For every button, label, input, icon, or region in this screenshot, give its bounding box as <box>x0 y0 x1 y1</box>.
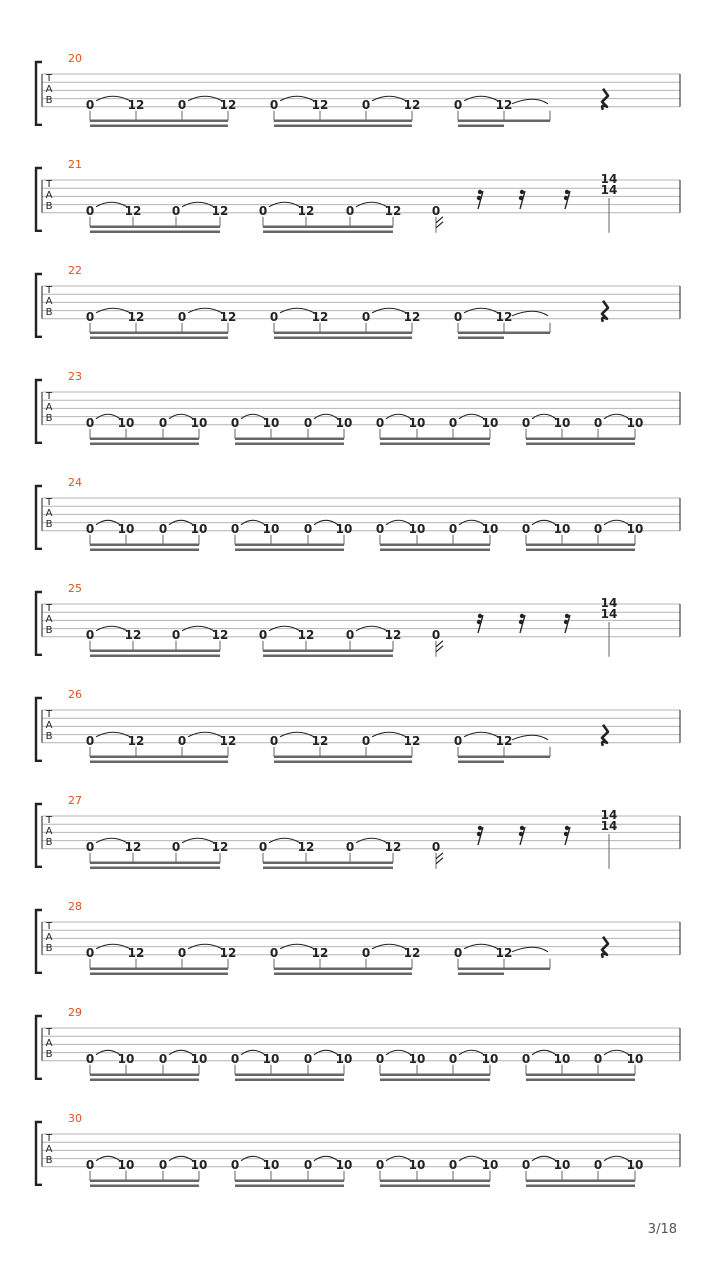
tab-clef-letter: B <box>45 519 53 530</box>
fret-number: 0 <box>177 309 187 324</box>
sixteenth-rest-flag-1 <box>478 826 482 830</box>
fret-number: 12 <box>219 733 237 748</box>
tab-clef-letter: T <box>45 1133 53 1144</box>
fret-number: 12 <box>384 839 402 854</box>
fret-number: 0 <box>593 1157 603 1172</box>
fret-number: 10 <box>335 1157 353 1172</box>
fret-number: 0 <box>177 733 187 748</box>
fret-number: 0 <box>85 203 95 218</box>
fret-number: 10 <box>117 521 135 536</box>
fret-number: 12 <box>127 945 145 960</box>
measure-number: 27 <box>68 794 82 807</box>
fret-number: 12 <box>403 945 421 960</box>
fret-number: 0 <box>85 945 95 960</box>
fret-number: 12 <box>311 945 329 960</box>
sixteenth-rest-flag-2 <box>564 620 568 624</box>
system-bracket <box>36 380 42 443</box>
fret-number: 10 <box>262 1051 280 1066</box>
fret-number: 0 <box>303 521 313 536</box>
sixteenth-rest-flag-2 <box>564 196 568 200</box>
fret-number: 10 <box>408 1051 426 1066</box>
fret-number: 12 <box>311 97 329 112</box>
sixteenth-rest-flag-2 <box>564 832 568 836</box>
fret-number: 10 <box>626 1157 644 1172</box>
measure-number: 20 <box>68 52 82 65</box>
tab-clef-letter: T <box>45 709 53 720</box>
fret-number: 0 <box>361 945 371 960</box>
tab-clef-letter: A <box>45 1144 53 1155</box>
fret-number: 0 <box>593 521 603 536</box>
tie <box>512 99 548 104</box>
tab-clef-letter: T <box>45 179 53 190</box>
system-bracket <box>36 274 42 337</box>
measure-number: 26 <box>68 688 82 701</box>
fret-number: 0 <box>269 733 279 748</box>
fret-number: 0 <box>85 733 95 748</box>
tab-clef-letter: T <box>45 285 53 296</box>
fret-number: 0 <box>303 415 313 430</box>
fret-number: 0 <box>230 521 240 536</box>
fret-number: 10 <box>408 521 426 536</box>
fret-number: 10 <box>481 415 499 430</box>
tab-clef-letter: A <box>45 720 53 731</box>
fret-number: 0 <box>593 1051 603 1066</box>
sixteenth-rest-flag-2 <box>519 832 523 836</box>
fret-number: 0 <box>230 415 240 430</box>
fret-number: 0 <box>85 627 95 642</box>
system-bracket <box>36 592 42 655</box>
fret-number: 0 <box>230 1051 240 1066</box>
fret-number: 0 <box>158 1157 168 1172</box>
quarter-rest <box>602 89 608 110</box>
fret-number: 10 <box>553 521 571 536</box>
fret-number: 12 <box>211 627 229 642</box>
sixteenth-rest-flag-1 <box>520 190 524 194</box>
fret-number: 12 <box>127 97 145 112</box>
fret-number: 0 <box>158 415 168 430</box>
fret-number: 0 <box>375 521 385 536</box>
fret-number: 0 <box>85 521 95 536</box>
sixteenth-rest-flag-1 <box>478 614 482 618</box>
tab-clef-letter: A <box>45 508 53 519</box>
sixteenth-rest-flag-2 <box>519 620 523 624</box>
fret-number: 10 <box>262 415 280 430</box>
page-number: 3/18 <box>647 1222 677 1237</box>
quarter-rest <box>602 937 608 958</box>
tab-clef-letter: B <box>45 201 53 212</box>
fret-number: 12 <box>311 733 329 748</box>
fret-number: 0 <box>171 839 181 854</box>
fret-number: 0 <box>269 945 279 960</box>
tie <box>512 735 548 740</box>
fret-number: 0 <box>448 415 458 430</box>
fret-number: 10 <box>335 1051 353 1066</box>
fret-number: 0 <box>85 1051 95 1066</box>
fret-number: 0 <box>361 309 371 324</box>
fret-number: 12 <box>403 733 421 748</box>
note-flag <box>436 853 443 864</box>
sixteenth-rest-flag-1 <box>520 614 524 618</box>
system-bracket <box>36 62 42 125</box>
fret-number: 0 <box>448 1157 458 1172</box>
fret-number: 0 <box>269 97 279 112</box>
fret-number: 0 <box>521 1051 531 1066</box>
fret-number: 10 <box>481 1051 499 1066</box>
fret-number: 0 <box>177 97 187 112</box>
fret-number: 10 <box>626 521 644 536</box>
system-bracket <box>36 486 42 549</box>
fret-number: 12 <box>127 309 145 324</box>
quarter-rest <box>602 301 608 322</box>
tab-clef-letter: T <box>45 815 53 826</box>
fret-number: 10 <box>626 1051 644 1066</box>
tab-clef-letter: B <box>45 625 53 636</box>
chord-fret-number: 14 <box>600 183 618 197</box>
tab-clef-letter: A <box>45 402 53 413</box>
fret-number: 12 <box>127 733 145 748</box>
sixteenth-rest-flag-1 <box>478 190 482 194</box>
fret-number: 0 <box>521 415 531 430</box>
fret-number: 0 <box>258 627 268 642</box>
fret-number: 10 <box>262 521 280 536</box>
fret-number: 10 <box>117 1051 135 1066</box>
measure-number: 25 <box>68 582 82 595</box>
system-bracket <box>36 1016 42 1079</box>
sixteenth-rest-flag-1 <box>565 614 569 618</box>
tab-clef-letter: A <box>45 932 53 943</box>
fret-number: 12 <box>495 97 513 112</box>
tie <box>512 947 548 952</box>
fret-number: 0 <box>258 839 268 854</box>
tab-clef-letter: T <box>45 391 53 402</box>
fret-number: 12 <box>211 203 229 218</box>
fret-number: 0 <box>303 1051 313 1066</box>
fret-number: 0 <box>431 627 441 642</box>
measure-number: 23 <box>68 370 82 383</box>
tab-clef-letter: A <box>45 1038 53 1049</box>
fret-number: 12 <box>297 203 315 218</box>
sixteenth-rest-flag-2 <box>477 832 481 836</box>
fret-number: 0 <box>375 1051 385 1066</box>
fret-number: 10 <box>190 521 208 536</box>
fret-number: 0 <box>85 1157 95 1172</box>
fret-number: 10 <box>553 1051 571 1066</box>
tab-clef-letter: A <box>45 614 53 625</box>
fret-number: 0 <box>345 627 355 642</box>
tab-clef-letter: B <box>45 95 53 106</box>
fret-number: 10 <box>335 415 353 430</box>
note-flag <box>436 641 443 652</box>
fret-number: 12 <box>403 97 421 112</box>
tie <box>512 311 548 316</box>
fret-number: 12 <box>495 945 513 960</box>
fret-number: 10 <box>481 521 499 536</box>
fret-number: 12 <box>124 203 142 218</box>
fret-number: 12 <box>211 839 229 854</box>
fret-number: 0 <box>453 309 463 324</box>
fret-number: 12 <box>219 945 237 960</box>
fret-number: 0 <box>158 521 168 536</box>
tab-clef-letter: T <box>45 921 53 932</box>
fret-number: 0 <box>85 97 95 112</box>
fret-number: 12 <box>219 309 237 324</box>
fret-number: 10 <box>335 521 353 536</box>
fret-number: 0 <box>593 415 603 430</box>
fret-number: 12 <box>495 309 513 324</box>
fret-number: 10 <box>117 1157 135 1172</box>
fret-number: 0 <box>361 733 371 748</box>
fret-number: 12 <box>311 309 329 324</box>
measure-number: 24 <box>68 476 82 489</box>
tab-clef-letter: A <box>45 296 53 307</box>
tab-clef-letter: B <box>45 731 53 742</box>
fret-number: 10 <box>117 415 135 430</box>
fret-number: 12 <box>297 839 315 854</box>
tab-clef-letter: B <box>45 1049 53 1060</box>
fret-number: 10 <box>553 415 571 430</box>
measure-number: 22 <box>68 264 82 277</box>
fret-number: 0 <box>521 521 531 536</box>
system-bracket <box>36 1122 42 1185</box>
tab-clef-letter: T <box>45 603 53 614</box>
system-bracket <box>36 698 42 761</box>
chord-fret-number: 14 <box>600 819 618 833</box>
chord-fret-number: 14 <box>600 607 618 621</box>
measure-number: 29 <box>68 1006 82 1019</box>
system-bracket <box>36 910 42 973</box>
sixteenth-rest-flag-2 <box>477 620 481 624</box>
tab-clef-letter: T <box>45 497 53 508</box>
chord-fret-number: 14 <box>600 808 618 822</box>
fret-number: 10 <box>481 1157 499 1172</box>
fret-number: 0 <box>448 521 458 536</box>
fret-number: 0 <box>453 733 463 748</box>
fret-number: 0 <box>230 1157 240 1172</box>
fret-number: 0 <box>258 203 268 218</box>
fret-number: 0 <box>85 309 95 324</box>
system-bracket <box>36 804 42 867</box>
fret-number: 12 <box>124 627 142 642</box>
sixteenth-rest-flag-1 <box>565 826 569 830</box>
fret-number: 12 <box>219 97 237 112</box>
fret-number: 12 <box>384 627 402 642</box>
tab-clef-letter: A <box>45 84 53 95</box>
measure-number: 30 <box>68 1112 82 1125</box>
fret-number: 0 <box>303 1157 313 1172</box>
fret-number: 0 <box>453 97 463 112</box>
fret-number: 10 <box>408 1157 426 1172</box>
fret-number: 0 <box>431 839 441 854</box>
fret-number: 0 <box>375 1157 385 1172</box>
fret-number: 12 <box>124 839 142 854</box>
fret-number: 10 <box>190 1051 208 1066</box>
tab-clef-letter: B <box>45 837 53 848</box>
tab-clef-letter: A <box>45 826 53 837</box>
fret-number: 12 <box>403 309 421 324</box>
fret-number: 0 <box>361 97 371 112</box>
fret-number: 10 <box>553 1157 571 1172</box>
fret-number: 12 <box>384 203 402 218</box>
tab-clef-letter: A <box>45 190 53 201</box>
fret-number: 10 <box>262 1157 280 1172</box>
sixteenth-rest-flag-1 <box>520 826 524 830</box>
fret-number: 0 <box>448 1051 458 1066</box>
fret-number: 0 <box>431 203 441 218</box>
chord-fret-number: 14 <box>600 172 618 186</box>
measure-number: 28 <box>68 900 82 913</box>
tab-clef-letter: B <box>45 943 53 954</box>
note-flag <box>436 217 443 228</box>
fret-number: 12 <box>297 627 315 642</box>
fret-number: 0 <box>453 945 463 960</box>
fret-number: 10 <box>626 415 644 430</box>
fret-number: 0 <box>345 839 355 854</box>
tab-clef-letter: B <box>45 413 53 424</box>
fret-number: 0 <box>85 839 95 854</box>
fret-number: 0 <box>521 1157 531 1172</box>
tab-clef-letter: B <box>45 307 53 318</box>
fret-number: 12 <box>495 733 513 748</box>
tab-clef-letter: T <box>45 73 53 84</box>
tab-clef-letter: T <box>45 1027 53 1038</box>
quarter-rest <box>602 725 608 746</box>
fret-number: 10 <box>408 415 426 430</box>
tab-clef-letter: B <box>45 1155 53 1166</box>
fret-number: 10 <box>190 415 208 430</box>
measure-number: 21 <box>68 158 82 171</box>
fret-number: 0 <box>345 203 355 218</box>
fret-number: 0 <box>171 627 181 642</box>
fret-number: 0 <box>171 203 181 218</box>
fret-number: 0 <box>85 415 95 430</box>
fret-number: 0 <box>177 945 187 960</box>
sixteenth-rest-flag-1 <box>565 190 569 194</box>
chord-fret-number: 14 <box>600 596 618 610</box>
system-bracket <box>36 168 42 231</box>
sixteenth-rest-flag-2 <box>519 196 523 200</box>
fret-number: 0 <box>158 1051 168 1066</box>
sixteenth-rest-flag-2 <box>477 196 481 200</box>
fret-number: 10 <box>190 1157 208 1172</box>
fret-number: 0 <box>375 415 385 430</box>
fret-number: 0 <box>269 309 279 324</box>
